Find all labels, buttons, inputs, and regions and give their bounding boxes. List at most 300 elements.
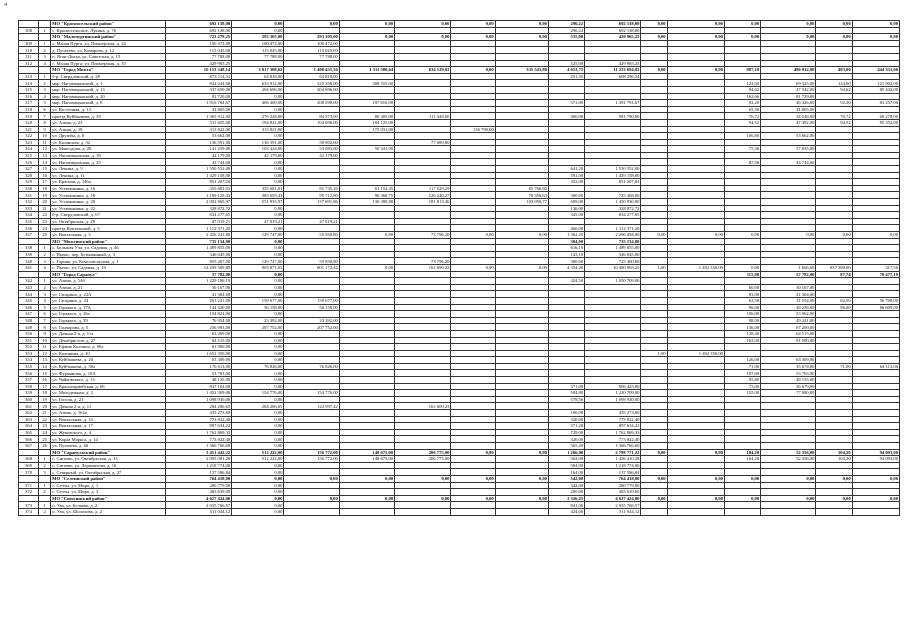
value-cell	[852, 429, 899, 436]
value-cell: 1 492 350,00	[667, 350, 724, 357]
row-number: 333	[19, 205, 39, 212]
value-cell	[667, 133, 724, 140]
value-cell	[495, 238, 548, 245]
table-row	[19, 489, 900, 496]
value-cell	[284, 245, 339, 252]
value-cell	[548, 47, 584, 54]
value-cell: 63 269,00	[165, 330, 231, 337]
value-cell: 493,00	[816, 67, 852, 74]
value-cell: 0,00	[232, 251, 284, 258]
value-cell: 34 548,00	[761, 113, 816, 120]
value-cell	[339, 311, 394, 318]
row-index: 14	[39, 363, 51, 370]
value-cell	[816, 396, 852, 403]
register-rows	[19, 21, 900, 516]
row-index: 13	[39, 357, 51, 364]
value-cell	[641, 192, 667, 199]
value-cell: 49 241,00	[761, 317, 816, 324]
row-index: 2	[39, 284, 51, 291]
value-cell	[667, 27, 724, 34]
value-cell: 435 273,60	[585, 410, 641, 417]
value-cell: 1 366 766,60	[165, 443, 231, 450]
address-cell: ул. Гагарина, д. 22А	[51, 291, 166, 298]
value-cell	[395, 53, 451, 60]
row-index: 22	[39, 416, 51, 423]
row-index: 18	[39, 390, 51, 397]
value-cell: 87,06	[724, 159, 760, 166]
value-cell: 313 821,00	[232, 126, 284, 133]
value-cell	[495, 27, 548, 34]
value-cell	[724, 47, 760, 54]
row-number: 313	[19, 73, 39, 80]
value-cell: 94,62	[816, 86, 852, 93]
table-row	[19, 27, 900, 34]
value-cell: 43 744,00	[165, 159, 231, 166]
value-cell	[284, 410, 339, 417]
value-cell	[339, 47, 394, 54]
value-cell: 77 689,00	[395, 139, 451, 146]
value-cell	[284, 423, 339, 430]
value-cell	[641, 344, 667, 351]
value-cell	[548, 304, 584, 311]
value-cell: 284 206,65	[232, 403, 284, 410]
value-cell	[667, 489, 724, 496]
value-cell: 155,00	[724, 390, 760, 397]
value-cell	[852, 469, 899, 476]
value-cell: 729,00	[548, 429, 584, 436]
value-cell	[641, 73, 667, 80]
value-cell: 0,00	[232, 166, 284, 173]
value-cell: 94,52	[816, 119, 852, 126]
address-cell: МО "Сарапульский район"	[51, 449, 166, 456]
value-cell: 897 634,22	[165, 423, 231, 430]
group-row	[19, 449, 900, 456]
value-cell	[548, 271, 584, 278]
value-cell	[852, 324, 899, 331]
value-cell	[761, 245, 816, 252]
value-cell: 0,00	[232, 423, 284, 430]
value-cell: 1 550 552,00	[585, 166, 641, 173]
value-cell	[667, 126, 724, 133]
value-cell: 48 135,00	[761, 377, 816, 384]
value-cell	[585, 304, 641, 311]
value-cell	[395, 311, 451, 318]
value-cell: 81 900,00	[761, 337, 816, 344]
value-cell	[451, 423, 495, 430]
row-index: 21	[39, 205, 51, 212]
value-cell	[667, 73, 724, 80]
address-cell: с. Сигаево, ул. Лермонтова, д. 16	[51, 462, 166, 469]
value-cell	[667, 100, 724, 107]
value-cell	[641, 410, 667, 417]
value-cell	[395, 47, 451, 54]
value-cell	[339, 93, 394, 100]
value-cell: 136 790,00	[451, 126, 495, 133]
value-cell	[667, 93, 724, 100]
value-cell	[451, 47, 495, 54]
row-index	[39, 475, 51, 482]
value-cell	[585, 370, 641, 377]
value-cell: 2 798 771,22	[585, 449, 641, 456]
value-cell	[284, 225, 339, 232]
value-cell	[495, 218, 548, 225]
table-row	[19, 146, 900, 153]
value-cell	[395, 152, 451, 159]
value-cell: 542,00	[548, 475, 584, 482]
value-cell	[641, 297, 667, 304]
value-cell	[284, 251, 339, 258]
value-cell	[585, 159, 641, 166]
value-cell	[339, 60, 394, 67]
value-cell	[816, 93, 852, 100]
value-cell: 53 962,00	[761, 311, 816, 318]
table-row	[19, 264, 900, 271]
value-cell	[667, 291, 724, 298]
value-cell: 0,00	[451, 475, 495, 482]
value-cell	[724, 403, 760, 410]
value-cell	[761, 185, 816, 192]
value-cell: 280 779,00	[585, 482, 641, 489]
value-cell	[495, 251, 548, 258]
value-cell: 692 138,00	[585, 21, 641, 28]
value-cell	[585, 317, 641, 324]
address-cell: ул. Вокзальная, д. 14	[51, 416, 166, 423]
group-row	[19, 271, 900, 278]
row-number: 356	[19, 370, 39, 377]
row-number: 372	[19, 489, 39, 496]
row-index: 2	[39, 508, 51, 515]
value-cell	[339, 271, 394, 278]
value-cell	[451, 429, 495, 436]
table-row	[19, 258, 900, 265]
value-cell: 0,00	[641, 21, 667, 28]
value-cell: 95 712,80	[284, 192, 339, 199]
table-row	[19, 324, 900, 331]
value-cell	[667, 179, 724, 186]
value-cell	[284, 278, 339, 285]
row-number: 321	[19, 126, 39, 133]
value-cell: 92,20	[816, 100, 852, 107]
value-cell: 0,00	[816, 495, 852, 502]
value-cell	[451, 357, 495, 364]
value-cell: 634 129,02	[395, 67, 451, 74]
value-cell	[395, 172, 451, 179]
row-number: 374	[19, 508, 39, 515]
value-cell	[641, 363, 667, 370]
value-cell: 1 229 186,19	[165, 278, 231, 285]
value-cell	[724, 152, 760, 159]
value-cell	[451, 344, 495, 351]
value-cell	[816, 377, 852, 384]
value-cell	[667, 60, 724, 67]
value-cell	[339, 73, 394, 80]
value-cell: 284 206,65	[165, 403, 231, 410]
value-cell: 48 135,00	[165, 377, 231, 384]
value-cell	[852, 245, 899, 252]
value-cell	[816, 350, 852, 357]
value-cell	[585, 126, 641, 133]
row-index: 24	[39, 225, 51, 232]
value-cell: 0,00	[761, 495, 816, 502]
value-cell	[852, 139, 899, 146]
address-cell: д. Пугачево, ул. Комарова, д. 12	[51, 47, 166, 54]
value-cell	[284, 172, 339, 179]
value-cell	[816, 218, 852, 225]
value-cell	[641, 106, 667, 113]
value-cell: 296,22	[548, 21, 584, 28]
row-index: 2	[39, 489, 51, 496]
value-cell	[816, 443, 852, 450]
row-number	[19, 34, 39, 41]
table-row	[19, 152, 900, 159]
value-cell	[816, 416, 852, 423]
table-row	[19, 106, 900, 113]
value-cell: 95,80	[724, 377, 760, 384]
value-cell: 313 822,00	[165, 126, 231, 133]
row-number	[19, 67, 39, 74]
value-cell	[667, 377, 724, 384]
address-cell: б-р. Свердловский, д. 28	[51, 73, 166, 80]
value-cell: 64 818,00	[284, 73, 339, 80]
value-cell: 0,00	[395, 475, 451, 482]
row-number: 359	[19, 390, 39, 397]
value-cell: 0,00	[232, 291, 284, 298]
value-cell: 87,74	[816, 271, 852, 278]
value-cell	[724, 60, 760, 67]
value-cell	[816, 258, 852, 265]
row-number: 368	[19, 456, 39, 463]
value-cell	[495, 443, 548, 450]
value-cell	[495, 291, 548, 298]
value-cell	[548, 337, 584, 344]
address-cell: ул. Азина, д. 14б	[51, 278, 166, 285]
value-cell	[284, 271, 339, 278]
value-cell: 47 019,21	[284, 218, 339, 225]
value-cell: 136 591,00	[232, 139, 284, 146]
value-cell	[761, 258, 816, 265]
value-cell: 115 045,00	[232, 47, 284, 54]
register-table	[18, 20, 900, 516]
value-cell	[395, 489, 451, 496]
value-cell: 1 098 930,00	[585, 396, 641, 403]
value-cell	[667, 324, 724, 331]
value-cell: 1 311 580,64	[339, 67, 394, 74]
value-cell	[761, 238, 816, 245]
table-row	[19, 133, 900, 140]
value-cell	[495, 337, 548, 344]
value-cell: 0,00	[761, 21, 816, 28]
value-cell	[667, 390, 724, 397]
value-cell: 337 650,00	[165, 86, 231, 93]
value-cell	[816, 291, 852, 298]
value-cell	[284, 205, 339, 212]
value-cell	[667, 396, 724, 403]
row-index: 25	[39, 436, 51, 443]
value-cell: 346 045,00	[165, 251, 231, 258]
value-cell	[667, 53, 724, 60]
value-cell: 159 677,00	[284, 297, 339, 304]
value-cell	[852, 317, 899, 324]
value-cell	[852, 258, 899, 265]
value-cell: 115,00	[724, 271, 760, 278]
value-cell: 70 356,63	[495, 192, 548, 199]
value-cell	[395, 40, 451, 47]
value-cell: 0,00	[451, 21, 495, 28]
value-cell	[724, 27, 760, 34]
value-cell: 0,00	[232, 93, 284, 100]
value-cell: 106,80	[724, 133, 760, 140]
value-cell: 1 112 371,20	[585, 225, 641, 232]
value-cell: 65 766,60	[495, 185, 548, 192]
value-cell	[852, 350, 899, 357]
address-cell: ул. Горького, д. 17А	[51, 304, 166, 311]
value-cell	[395, 93, 451, 100]
value-cell	[641, 139, 667, 146]
address-cell: ул. Максудова, д. 28	[51, 146, 166, 153]
value-cell: 352,00	[548, 179, 584, 186]
value-cell: 43 744,00	[761, 159, 816, 166]
value-cell	[816, 311, 852, 318]
value-cell	[641, 390, 667, 397]
value-cell: 159 677,00	[232, 297, 284, 304]
value-cell	[641, 330, 667, 337]
value-cell	[339, 225, 394, 232]
value-cell: 1 436 410,28	[585, 456, 641, 463]
value-cell: 2 095 081,28	[165, 456, 231, 463]
value-cell	[339, 508, 394, 515]
value-cell	[339, 396, 394, 403]
value-cell	[816, 502, 852, 509]
row-number	[19, 238, 39, 245]
row-index: 4	[39, 264, 51, 271]
value-cell: 0,00	[667, 67, 724, 74]
value-cell: 61 154,45	[339, 185, 394, 192]
value-cell: 1 218 774,00	[165, 462, 231, 469]
value-cell	[339, 377, 394, 384]
value-cell	[761, 489, 816, 496]
address-cell: ул. Гагарина, д. 34	[51, 297, 166, 304]
value-cell	[395, 443, 451, 450]
value-cell	[852, 410, 899, 417]
row-number	[19, 449, 39, 456]
value-cell	[852, 462, 899, 469]
value-cell: 0,00	[232, 416, 284, 423]
value-cell	[451, 462, 495, 469]
value-cell	[495, 489, 548, 496]
value-cell	[816, 330, 852, 337]
row-number: 357	[19, 377, 39, 384]
value-cell	[641, 47, 667, 54]
row-index: 3	[39, 469, 51, 476]
value-cell	[667, 245, 724, 252]
value-cell	[585, 330, 641, 337]
value-cell	[641, 152, 667, 159]
value-cell	[495, 119, 548, 126]
value-cell	[641, 403, 667, 410]
value-cell	[548, 330, 584, 337]
table-row	[19, 205, 900, 212]
value-cell: 62,50	[724, 297, 760, 304]
value-cell: 104,20	[816, 449, 852, 456]
row-number: 336	[19, 225, 39, 232]
value-cell	[495, 271, 548, 278]
row-number: 345	[19, 297, 39, 304]
value-cell	[585, 271, 641, 278]
value-cell: 77 788,00	[232, 53, 284, 60]
value-cell: 41 304,00	[761, 291, 816, 298]
value-cell	[548, 40, 584, 47]
value-cell	[761, 508, 816, 515]
value-cell: 1 652 350,00	[165, 350, 231, 357]
value-cell	[761, 40, 816, 47]
value-cell	[724, 436, 760, 443]
address-cell: ул. Куйбышева, д. 30а	[51, 363, 166, 370]
value-cell	[339, 357, 394, 364]
row-number: 366	[19, 436, 39, 443]
row-number: 343	[19, 284, 39, 291]
value-cell	[761, 469, 816, 476]
value-cell	[339, 344, 394, 351]
value-cell	[495, 311, 548, 318]
value-cell: 723 279,25	[165, 34, 231, 41]
value-cell: 0,00	[641, 67, 667, 74]
value-cell: 325 358,00	[284, 80, 339, 87]
value-cell: 320,00	[548, 436, 584, 443]
value-cell: 897 634,22	[585, 423, 641, 430]
value-cell	[451, 106, 495, 113]
address-cell: п. Ува, ул. Беляева, д. 2	[51, 502, 166, 509]
value-cell	[641, 166, 667, 173]
value-cell	[495, 344, 548, 351]
value-cell: 90 360,75	[339, 192, 394, 199]
row-index: 24	[39, 429, 51, 436]
value-cell	[451, 390, 495, 397]
value-cell: 641,20	[548, 166, 584, 173]
row-index: 3	[39, 291, 51, 298]
value-cell	[852, 344, 899, 351]
value-cell: 0,00	[232, 475, 284, 482]
row-index: 8	[39, 324, 51, 331]
row-index: 25	[39, 232, 51, 239]
value-cell: 1 218 774,00	[585, 462, 641, 469]
value-cell: 136 591,00	[165, 139, 231, 146]
value-cell	[761, 502, 816, 509]
value-cell	[667, 456, 724, 463]
value-cell	[852, 482, 899, 489]
table-row	[19, 383, 900, 390]
value-cell: 0,00	[451, 67, 495, 74]
value-cell: 296,22	[548, 27, 584, 34]
value-cell	[451, 80, 495, 87]
value-cell	[641, 436, 667, 443]
table-row	[19, 119, 900, 126]
address-cell: ул. Красноармейская, д. 66	[51, 383, 166, 390]
value-cell	[451, 317, 495, 324]
value-cell	[852, 212, 899, 219]
value-cell: 822 244,00	[165, 80, 231, 87]
value-cell	[339, 40, 394, 47]
value-cell: 0,00	[667, 475, 724, 482]
value-cell	[641, 443, 667, 450]
value-cell	[667, 317, 724, 324]
value-cell	[339, 436, 394, 443]
value-cell	[816, 166, 852, 173]
address-cell: ул. Устюжанина, д. 20	[51, 199, 166, 206]
value-cell	[816, 185, 852, 192]
value-cell: 406 400,00	[232, 100, 284, 107]
value-cell	[667, 152, 724, 159]
value-cell	[667, 436, 724, 443]
